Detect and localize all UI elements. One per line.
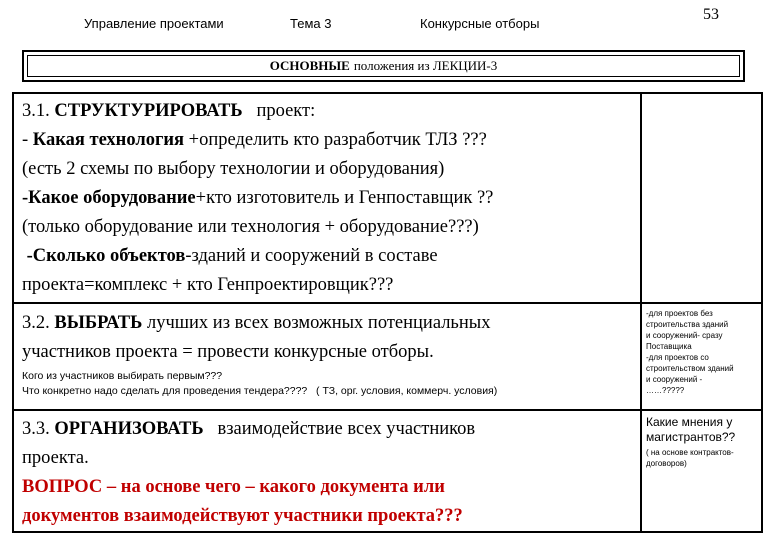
header-subject: Конкурсные отборы bbox=[420, 16, 540, 31]
s1-line6 bbox=[22, 242, 638, 271]
s2-note2 bbox=[22, 384, 638, 399]
s2-line1 bbox=[22, 309, 638, 338]
s3-question-line1: ВОПРОС – на основе чего – какого документа или bbox=[22, 477, 445, 497]
s1-num: 3.1. bbox=[22, 101, 50, 121]
content-table bbox=[12, 92, 763, 533]
header-topic: Тема 3 bbox=[290, 16, 332, 31]
s1-line4 bbox=[22, 184, 638, 213]
s1-l2-pre: - bbox=[22, 130, 29, 150]
s2-side2-l4: ……????? bbox=[646, 386, 685, 395]
s3-line2: проекта. bbox=[22, 448, 89, 468]
s1-line2 bbox=[22, 126, 638, 155]
s3-side-small1: ( на основе контрактов- bbox=[646, 448, 734, 457]
s2-line2: участников проекта = провести конкурсные отборы. bbox=[22, 342, 434, 362]
s2-side2-l3: и сооружений - bbox=[646, 375, 703, 384]
s2-side1-l3: и сооружений- сразу bbox=[646, 331, 723, 340]
page-number: 53 bbox=[703, 6, 719, 23]
s3-side-l1: Какие мнения у bbox=[646, 415, 733, 429]
s2-side1-l1: -для проектов без bbox=[646, 309, 713, 318]
s3-num: 3.3. bbox=[22, 419, 50, 439]
title-bar-inner bbox=[27, 55, 740, 77]
s3-line1 bbox=[22, 415, 638, 444]
s1-line5: (только оборудование или технология + оборудование???) bbox=[22, 217, 479, 237]
s1-line1 bbox=[22, 97, 638, 126]
s2-note1: Кого из участников выбирать первым??? bbox=[22, 370, 223, 382]
column-divider bbox=[640, 94, 642, 531]
section3-side bbox=[646, 415, 760, 469]
s3-side-small2: договоров) bbox=[646, 459, 687, 468]
title-strong: ОСНОВНЫЕ bbox=[269, 58, 350, 73]
row-divider-2 bbox=[14, 409, 761, 411]
header-course: Управление проектами bbox=[84, 16, 224, 31]
s2-num: 3.2. bbox=[22, 313, 50, 333]
title-text: положения из ЛЕКЦИИ-3 bbox=[353, 58, 498, 73]
s1-bold: СТРУКТУРИРОВАТЬ bbox=[54, 101, 243, 121]
s1-line3: (есть 2 схемы по выбору технологии и оборудования) bbox=[22, 159, 445, 179]
s2-bold: ВЫБРАТЬ bbox=[54, 313, 143, 333]
s1-l2-bold: Какая технология bbox=[32, 130, 185, 150]
s2-rest: лучших из всех возможных потенциальных bbox=[146, 313, 491, 333]
s3-question-line2: документов взаимодействуют участники проекта??? bbox=[22, 506, 463, 526]
s3-side-l2: магистрантов?? bbox=[646, 430, 736, 444]
s2-note2-paren: ( ТЗ, орг. условия, коммерч. условия) bbox=[316, 385, 498, 397]
title-bar bbox=[22, 50, 745, 82]
section3-text bbox=[22, 415, 638, 531]
section2-notes bbox=[22, 369, 638, 399]
s1-l4-rest: +кто изготовитель и Генпоставщик ?? bbox=[195, 188, 494, 208]
s1-l2-rest: +определить кто разработчик ТЛЗ ??? bbox=[188, 130, 487, 150]
s2-side1-l4: Поставщика bbox=[646, 342, 692, 351]
section2-side bbox=[646, 308, 760, 396]
s2-side1-l2: строительства зданий bbox=[646, 320, 729, 329]
s1-l4-bold: -Какое оборудование bbox=[22, 188, 196, 208]
s3-rest: взаимодействие всех участников bbox=[217, 419, 476, 439]
s3-bold: ОРГАНИЗОВАТЬ bbox=[54, 419, 204, 439]
s1-line7: проекта=комплекс + кто Генпроектировщик??? bbox=[22, 275, 394, 295]
s1-rest: проект: bbox=[256, 101, 316, 121]
s1-l6-rest: -зданий и сооружений в составе bbox=[185, 246, 438, 266]
s2-side2-l1: -для проектов со bbox=[646, 353, 709, 362]
s2-side2-l2: строительством зданий bbox=[646, 364, 734, 373]
section2-text bbox=[22, 309, 638, 367]
s2-note2-text: Что конкретно надо сделать для проведения тендера???? bbox=[22, 385, 308, 397]
s1-l6-bold: -Сколько объектов bbox=[26, 246, 186, 266]
section1-text bbox=[22, 97, 638, 300]
row-divider-1 bbox=[14, 302, 761, 304]
